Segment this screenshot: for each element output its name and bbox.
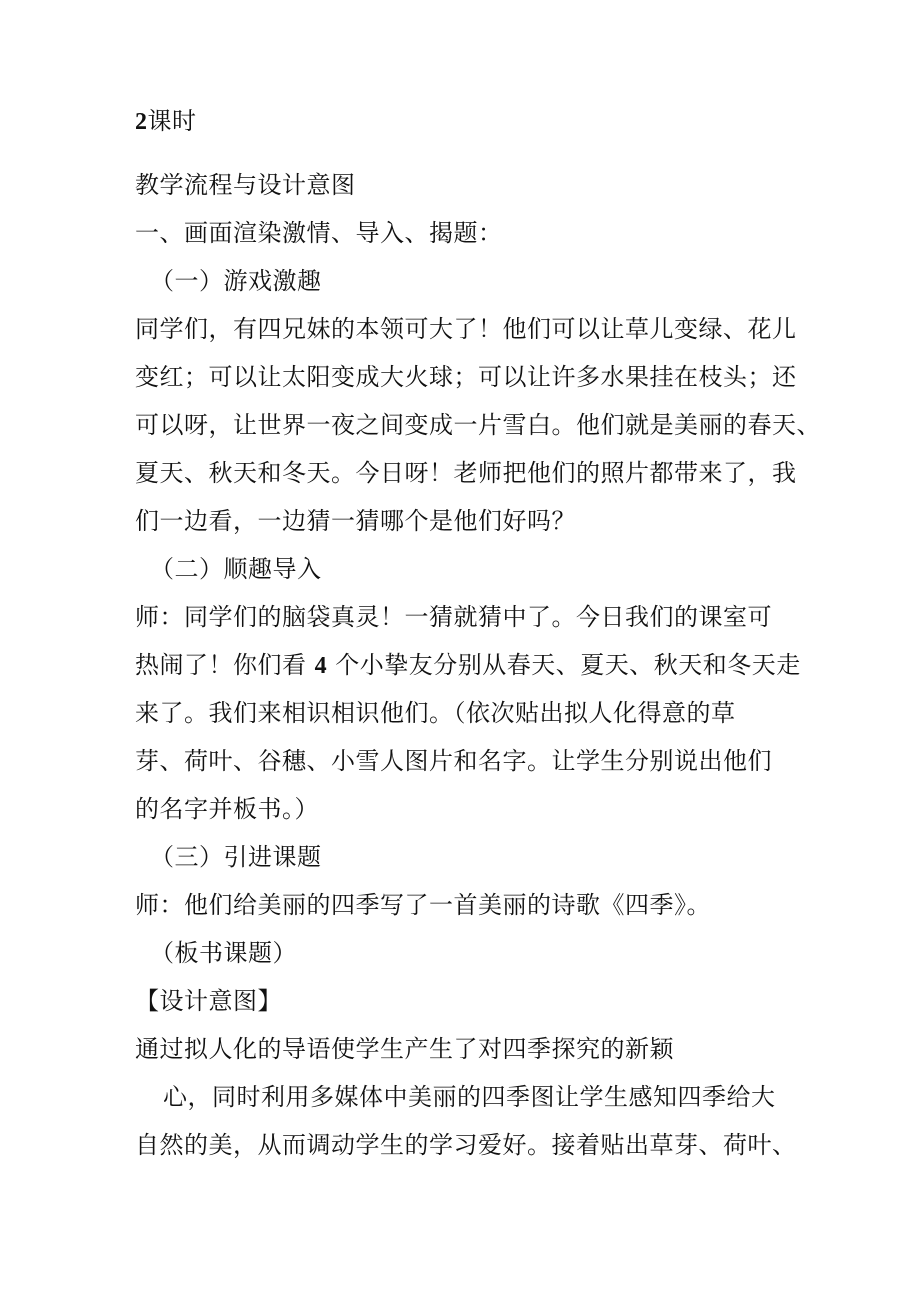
subsection-2-title: （二）顺趣导入 — [150, 555, 322, 583]
subsection-1-title: （一）游戏激趣 — [150, 267, 322, 295]
flow-title: 教学流程与设计意图 — [135, 171, 356, 199]
design-intent-line: 自然的美，从而调动学生的学习爱好。接着贴出草芽、荷叶、 — [135, 1131, 797, 1159]
paragraph-2-line: 芽、荷叶、谷穗、小雪人图片和名字。让学生分别说出他们 — [135, 747, 772, 775]
section-1-title: 一、画面渲染激情、导入、揭题： — [135, 219, 503, 247]
lesson-hours-unit: 课时 — [147, 107, 197, 135]
paragraph-2-line: 来了。我们来相识相识他们。（依次贴出拟人化得意的草 — [135, 699, 736, 727]
paragraph-1-line: 同学们，有四兄妹的本领可大了！他们可以让草儿变绿、花儿 — [135, 315, 797, 343]
paragraph-2-line: 师：同学们的脑袋真灵！一猜就猜中了。今日我们的课室可 — [135, 603, 772, 631]
paragraph-1-line: 们一边看，一边猜一猜哪个是他们好吗？ — [135, 507, 576, 535]
paragraph-3-line: 师：他们给美丽的四季写了一首美丽的诗歌《四季》。 — [135, 891, 711, 919]
paragraph-2-text: 个小挚友分别从春天、夏天、秋天和冬天走 — [327, 651, 801, 679]
paragraph-1-line: 夏天、秋天和冬天。今日呀！老师把他们的照片都带来了，我 — [135, 459, 797, 487]
design-intent-line: 通过拟人化的导语使学生产生了对四季探究的新颖 — [135, 1035, 674, 1063]
lesson-hours-number: 2 — [135, 109, 148, 135]
design-intent-heading: 【设计意图】 — [135, 987, 282, 1015]
design-intent-line: 心，同时利用多媒体中美丽的四季图让学生感知四季给大 — [163, 1083, 776, 1111]
paragraph-2-line: 的名字并板书。） — [135, 795, 319, 823]
board-note: （板书课题） — [150, 939, 297, 967]
paragraph-1-line: 可以呀，让世界一夜之间变成一片雪白。他们就是美丽的春天、 — [135, 411, 821, 439]
paragraph-2-text: 热闹了！你们看 — [135, 651, 315, 679]
paragraph-2-line — [135, 650, 801, 681]
friend-count: 4 — [314, 653, 328, 679]
paragraph-1-line: 变红；可以让太阳变成大火球；可以让许多水果挂在枝头；还 — [135, 363, 797, 391]
subsection-3-title: （三）引进课题 — [150, 843, 322, 871]
lesson-hours — [135, 106, 197, 137]
